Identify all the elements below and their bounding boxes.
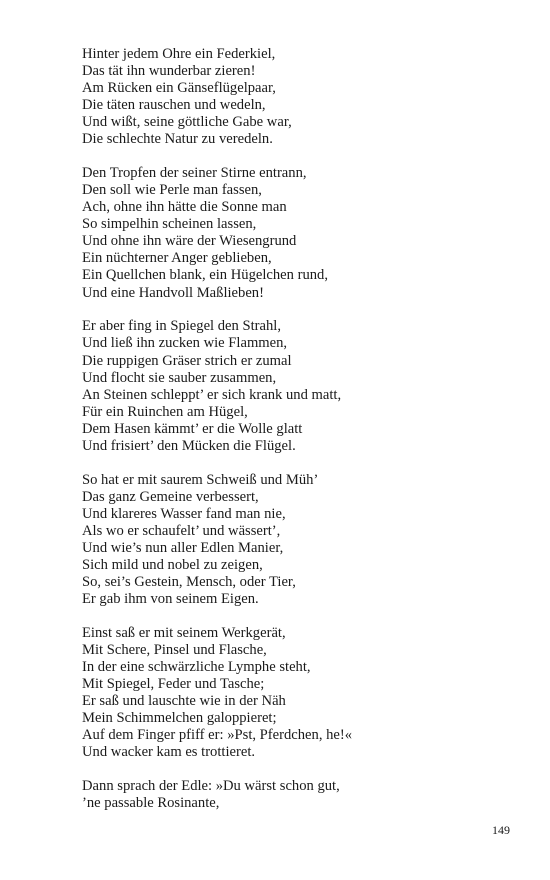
verse-line: Mit Schere, Pinsel und Flasche, <box>82 642 267 659</box>
verse-line: Und wißt, seine göttliche Gabe war, <box>82 114 292 131</box>
verse-line: In der eine schwärzliche Lymphe steht, <box>82 659 311 676</box>
verse-line: Und eine Handvoll Maßlieben! <box>82 284 264 301</box>
stanza-4 <box>82 472 522 608</box>
verse-line: Und flocht sie sauber zusammen, <box>82 369 277 386</box>
verse-line: Und ließ ihn zucken wie Flammen, <box>82 335 288 352</box>
verse-line: Am Rücken ein Gänseflügelpaar, <box>82 80 276 97</box>
verse-line: Das tät ihn wunderbar zieren! <box>82 63 256 80</box>
stanza-5 <box>82 625 522 761</box>
verse-line: Er gab ihm von seinem Eigen. <box>82 591 259 608</box>
verse-line: Ach, ohne ihn hätte die Sonne man <box>82 199 287 216</box>
verse-line: So, sei’s Gestein, Mensch, oder Tier, <box>82 573 296 590</box>
verse-line: Die täten rauschen und wedeln, <box>82 97 266 114</box>
verse-line: Und wie’s nun aller Edlen Manier, <box>82 539 284 556</box>
verse-line: Er aber fing in Spiegel den Strahl, <box>82 318 281 335</box>
verse-line: Auf dem Finger pfiff er: »Pst, Pferdchen, he!« <box>82 727 353 744</box>
verse-line: Ein nüchterner Anger geblieben, <box>82 250 272 267</box>
verse-line: Dem Hasen kämmt’ er die Wolle glatt <box>82 420 303 437</box>
verse-line: Er saß und lauschte wie in der Näh <box>82 693 286 710</box>
verse-line: Den soll wie Perle man fassen, <box>82 182 262 199</box>
verse-line: Und klareres Wasser fand man nie, <box>82 505 286 522</box>
verse-line: Dann sprach der Edle: »Du wärst schon gut, <box>82 778 340 795</box>
verse-line: An Steinen schleppt’ er sich krank und matt, <box>82 386 342 403</box>
verse-line: Sich mild und nobel zu zeigen, <box>82 556 263 573</box>
verse-line: Hinter jedem Ohre ein Federkiel, <box>82 46 276 62</box>
verse-line: Das ganz Gemeine verbessert, <box>82 488 259 505</box>
verse-line: So simpelhin scheinen lassen, <box>82 216 257 233</box>
stanza-6 <box>82 778 522 812</box>
verse-line: Die ruppigen Gräser strich er zumal <box>82 352 292 369</box>
verse-line: Den Tropfen der seiner Stirne entrann, <box>82 165 307 182</box>
verse-line: Einst saß er mit seinem Werkgerät, <box>82 624 286 641</box>
verse-line: Für ein Ruinchen am Hügel, <box>82 403 248 420</box>
verse-line: So hat er mit saurem Schweiß und Müh’ <box>82 471 319 488</box>
verse-line: Mein Schimmelchen galoppieret; <box>82 710 277 727</box>
verse-line: Und frisiert’ den Mücken die Flügel. <box>82 437 296 454</box>
verse-line: Und wacker kam es trottieret. <box>82 744 256 761</box>
poem-text <box>82 46 522 829</box>
verse-line: Und ohne ihn wäre der Wiesengrund <box>82 233 297 250</box>
page-number: 149 <box>492 823 510 837</box>
verse-line: Als wo er schaufelt’ und wässert’, <box>82 522 281 539</box>
stanza-1 <box>82 46 522 148</box>
stanza-2 <box>82 165 522 301</box>
verse-line: Mit Spiegel, Feder und Tasche; <box>82 676 265 693</box>
stanza-3 <box>82 318 522 454</box>
verse-line: Ein Quellchen blank, ein Hügelchen rund, <box>82 267 328 284</box>
verse-line: ’ne passable Rosinante, <box>82 795 220 812</box>
verse-line: Die schlechte Natur zu veredeln. <box>82 131 273 148</box>
